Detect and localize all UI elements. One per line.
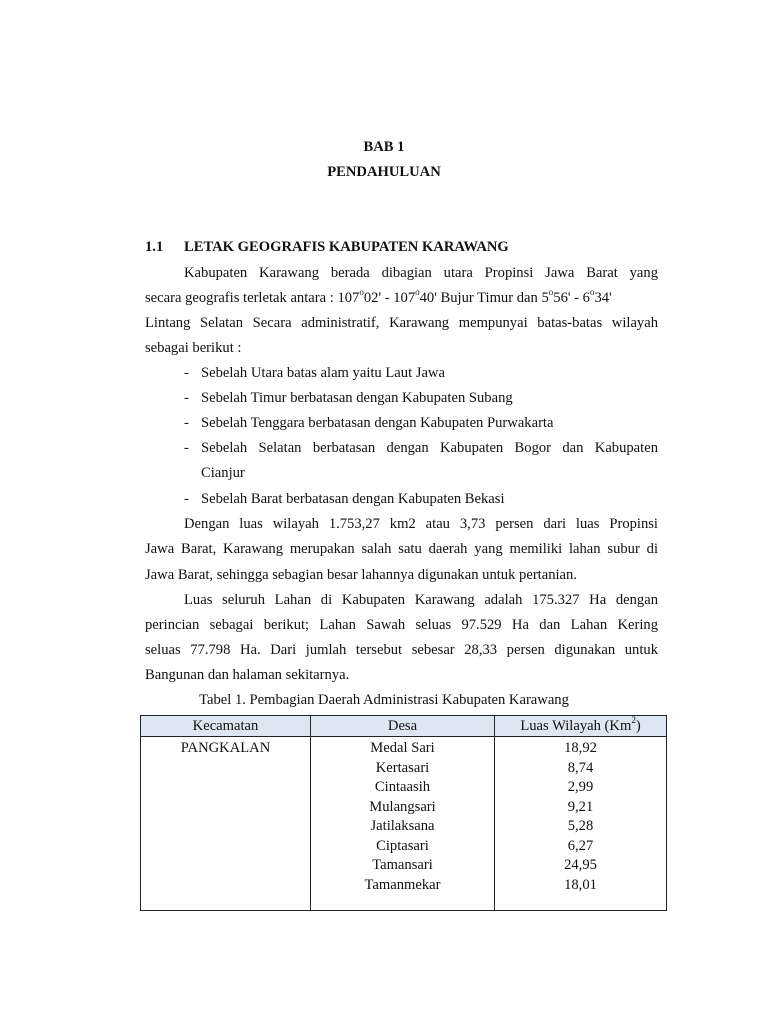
para3-line4: Bangunan dan halaman sekitarnya. — [145, 667, 350, 683]
desa-item: Tamansari — [372, 857, 433, 873]
para3-line2: perincian sebagai berikut; Lahan Sawah seluas 97.529 Ha dan Lahan Kering — [145, 617, 658, 633]
administration-table — [140, 715, 667, 911]
luas-item: 6,27 — [567, 837, 594, 854]
para2-line2: Jawa Barat, Karawang merupakan salah satu daerah yang memiliki lahan subur di — [145, 541, 658, 557]
table-row — [141, 737, 667, 911]
header-luas: Luas Wilayah (Km$^2$) — [495, 716, 667, 737]
cell-desa-list — [311, 737, 495, 911]
table-caption: Tabel 1. Pembagian Daerah Administrasi Kabupaten Karawang — [199, 692, 569, 708]
luas-item: 18,92 — [564, 740, 597, 756]
para1-line1: Kabupaten Karawang berada dibagian utara Propinsi Jawa Barat yang — [184, 265, 658, 281]
desa-item: Cintaasih — [374, 779, 431, 795]
list-item: - Sebelah Selatan berbatasan dengan Kabupaten Bogor dan Kabupaten — [184, 440, 658, 456]
section-title: LETAK GEOGRAFIS KABUPATEN KARAWANG — [184, 239, 509, 255]
para3-line1: Luas seluruh Lahan di Kabupaten Karawang adalah 175.327 Ha dengan — [184, 592, 658, 608]
desa-item: Jatilaksana — [370, 818, 435, 834]
desa-item: Tamanmekar — [364, 876, 441, 893]
para1-line3: Lintang Selatan Secara administratif, Karawang mempunyai batas-batas wilayah — [145, 315, 658, 331]
luas-item: 9,21 — [567, 798, 594, 815]
list-item: - Sebelah Utara batas alam yaitu Laut Jawa — [184, 365, 445, 381]
luas-item: 2,99 — [567, 779, 594, 795]
luas-item: 8,74 — [567, 759, 594, 776]
chapter-number: BAB 1 — [363, 139, 405, 155]
chapter-title: PENDAHULUAN — [327, 164, 441, 180]
desa-item: Mulangsari — [369, 798, 436, 815]
header-kecamatan: Kecamatan — [141, 716, 311, 737]
para1-line2 — [145, 287, 658, 307]
section-number: 1.1 — [145, 239, 164, 255]
header-desa: Desa — [311, 716, 495, 737]
desa-item: Medal Sari — [370, 740, 435, 756]
list-item: - Sebelah Timur berbatasan dengan Kabupaten Subang — [184, 390, 513, 406]
para1-line2-text: secara geografis terletak antara : 107$^o$02' - 107$^o$40' Bujur Timur dan 5$^o$56' - 6$^o$34' — [145, 287, 612, 306]
list-item: - Sebelah Tenggara berbatasan dengan Kabupaten Purwakarta — [184, 415, 554, 431]
cell-luas-list — [495, 737, 667, 911]
list-item-continuation: Cianjur — [201, 465, 245, 481]
para2-line3: Jawa Barat, sehingga sebagian besar lahannya digunakan untuk pertanian. — [145, 567, 577, 583]
luas-item: 24,95 — [564, 857, 597, 873]
cell-kecamatan: PANGKALAN — [141, 737, 311, 911]
para1-line4: sebagai berikut : — [145, 340, 242, 356]
list-item: - Sebelah Barat berbatasan dengan Kabupaten Bekasi — [184, 491, 505, 507]
table-header-row — [141, 716, 667, 737]
luas-item: 5,28 — [567, 818, 594, 834]
para2-line1: Dengan luas wilayah 1.753,27 km2 atau 3,73 persen dari luas Propinsi — [184, 516, 658, 532]
para3-line3: seluas 77.798 Ha. Dari jumlah tersebut sebesar 28,33 persen digunakan untuk — [145, 642, 658, 658]
desa-item: Ciptasari — [376, 837, 429, 854]
luas-item: 18,01 — [564, 876, 597, 893]
desa-item: Kertasari — [375, 759, 430, 776]
